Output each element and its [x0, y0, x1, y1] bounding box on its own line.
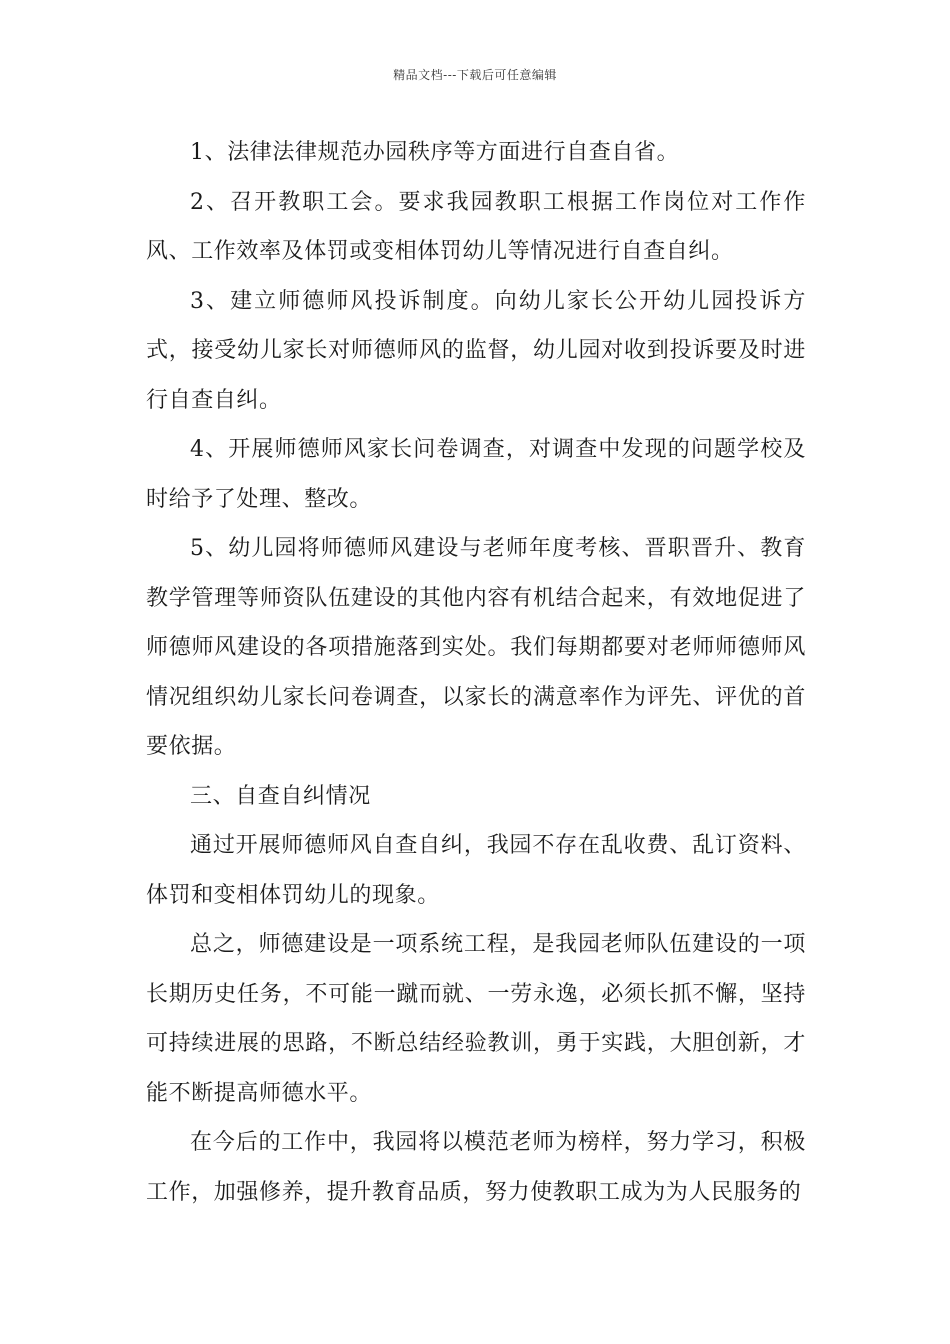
paragraph-item-5: 5、幼儿园将师德师风建设与老师年度考核、晋职晋升、教育教学管理等师资队伍建设的其他内容有机结合起来，有效地促进了师德师风建设的各项措施落到实处。我们每期都要对老师师德师风情况组织幼儿家长问卷调查，以家长的满意率作为评先、评优的首要依据。 [146, 536, 806, 759]
section-heading-3: 三、自查自纠情况 [190, 783, 371, 809]
paragraph-item-2: 2、召开教职工会。要求我园教职工根据工作岗位对工作作风、工作效率及体罚或变相体罚幼儿等情况进行自查自纠。 [146, 189, 806, 264]
paragraph-item-1: 1、法律法律规范办园秩序等方面进行自查自省。 [190, 140, 680, 165]
paragraph-item-3: 3、建立师德师风投诉制度。向幼儿家长公开幼儿园投诉方式，接受幼儿家长对师德师风的监督，幼儿园对收到投诉要及时进行自查自纠。 [146, 288, 806, 413]
paragraph-self-check: 通过开展师德师风自查自纠，我园不存在乱收费、乱订资料、体罚和变相体罚幼儿的现象。 [146, 833, 806, 908]
document-body [146, 128, 806, 1217]
page-header: 精品文档---下载后可任意编辑 [393, 68, 557, 82]
paragraph-future-work: 在今后的工作中，我园将以模范老师为榜样，努力学习，积极工作，加强修养，提升教育品质，努力使教职工成为为人民服务的 [146, 1130, 806, 1205]
paragraph-item-4: 4、开展师德师风家长问卷调查，对调查中发现的问题学校及时给予了处理、整改。 [146, 437, 806, 512]
paragraph-summary: 总之，师德建设是一项系统工程，是我园老师队伍建设的一项长期历史任务，不可能一蹴而就、一劳永逸，必须长抓不懈，坚持可持续进展的思路，不断总结经验教训，勇于实践，大胆创新，才能不断提高师德水平。 [146, 932, 806, 1106]
